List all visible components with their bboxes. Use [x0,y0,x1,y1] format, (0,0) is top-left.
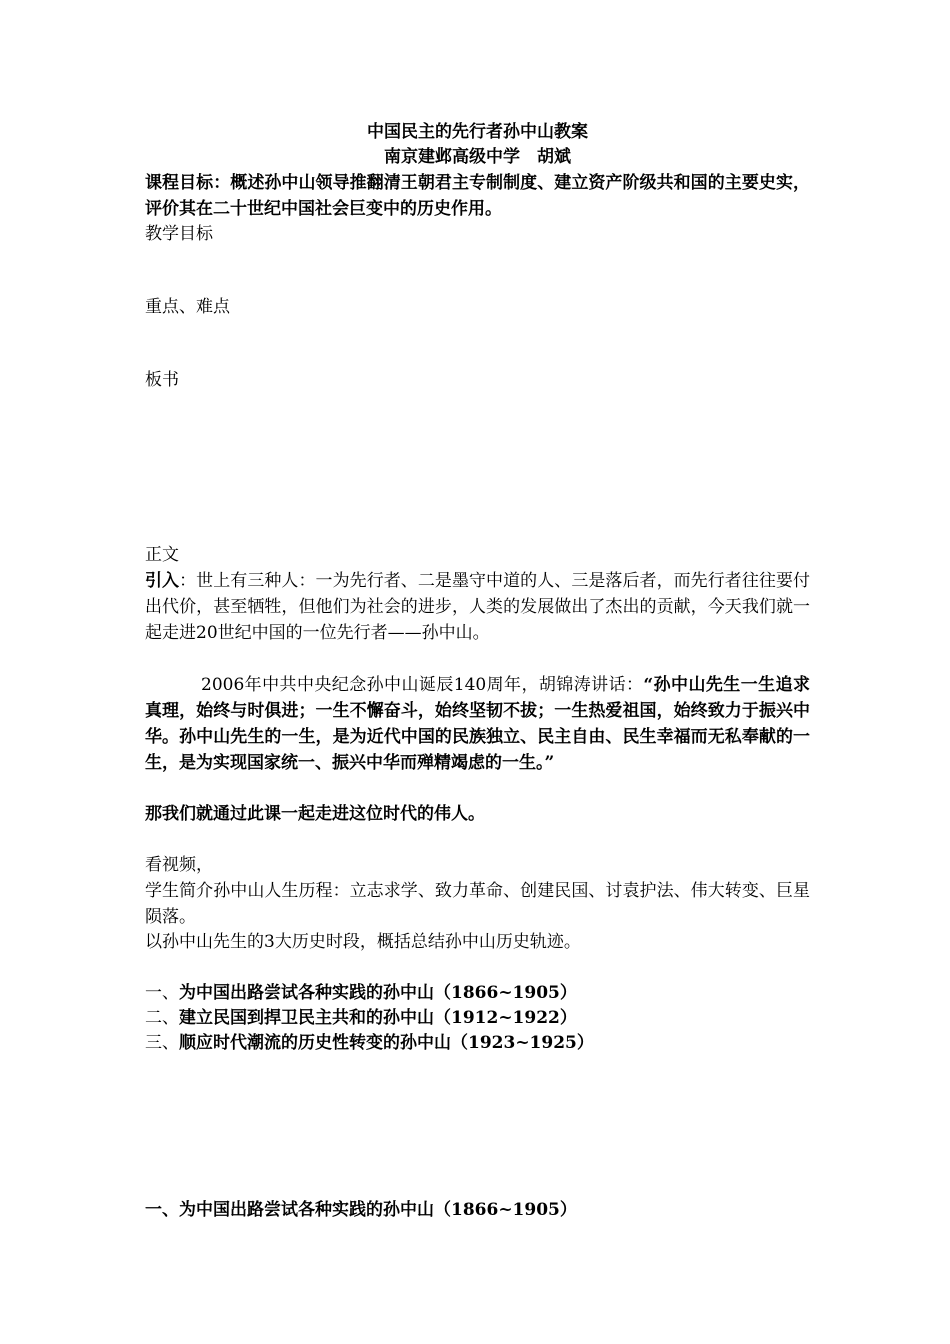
section-heading-prefix: 一、 [145,1200,179,1220]
course-goal-text: 概述孙中山领导推翻清王朝君主专制制度、建立资产阶级共和国的主要史实，评价其在二十世纪中国社会巨变中的历史作用。 [145,173,811,219]
intro-text: ：世上有三种人：一为先行者、二是墨守中道的人、三是落后者，而先行者往往要付出代价，甚至牺牲，但他们为社会的进步，人类的发展做出了杰出的贡献，今天我们就一起走进20世纪中国的一位先行者——孙中山。 [145,571,811,643]
period-prefix: 一、 [145,983,179,1003]
quote-intro: 2006年中共中央纪念孙中山诞辰140周年，胡锦涛讲话： [201,675,644,695]
section-heading [145,1198,810,1223]
period-prefix: 三、 [145,1033,179,1053]
document-page [145,120,810,1223]
section-heading-text: 为中国出路尝试各种实践的孙中山（1866~1905） [179,1200,577,1220]
blackboard-heading: 板书 [145,370,179,390]
quote-text: “孙中山先生一生追求真理，始终与时俱进；一生不懈奋斗，始终坚韧不拔；一生热爱祖国，始终致力于振兴中华。孙中山先生的一生，是为近代中国的民族独立、民主自由、民生幸福而无私奉献的一生，是为实现国家统一、振兴中华而殚精竭虑的一生。” [145,675,810,773]
student-intro-paragraph: 学生简介孙中山人生历程：立志求学、致力革命、创建民国、讨袁护法、伟大转变、巨星陨落。 [145,881,810,927]
summary-task-line: 以孙中山先生的3大历史时段，概括总结孙中山历史轨迹。 [145,932,581,952]
teaching-goal-heading: 教学目标 [145,224,213,244]
period-item [145,1031,810,1056]
course-goal [145,170,810,222]
key-points-heading: 重点、难点 [145,297,230,317]
doc-title: 中国民主的先行者孙中山教案 [367,122,588,142]
period-prefix: 二、 [145,1008,179,1028]
period-text: 顺应时代潮流的历史性转变的孙中山（1923~1925） [179,1033,594,1053]
period-text: 建立民国到捍卫民主共和的孙中山（1912~1922） [179,1008,577,1028]
lead-in-sentence: 那我们就通过此课一起走进这位时代的伟人。 [145,804,485,824]
intro-label: 引入 [145,571,180,591]
main-text-heading: 正文 [145,545,179,565]
course-goal-label: 课程目标： [145,173,231,193]
quote-paragraph [145,672,810,776]
period-item [145,1006,810,1031]
doc-author: 南京建邺高级中学 胡斌 [384,147,571,167]
intro-paragraph [145,568,810,646]
period-item [145,981,810,1006]
watch-video-line: 看视频， [145,855,213,875]
period-text: 为中国出路尝试各种实践的孙中山（1866~1905） [179,983,577,1003]
